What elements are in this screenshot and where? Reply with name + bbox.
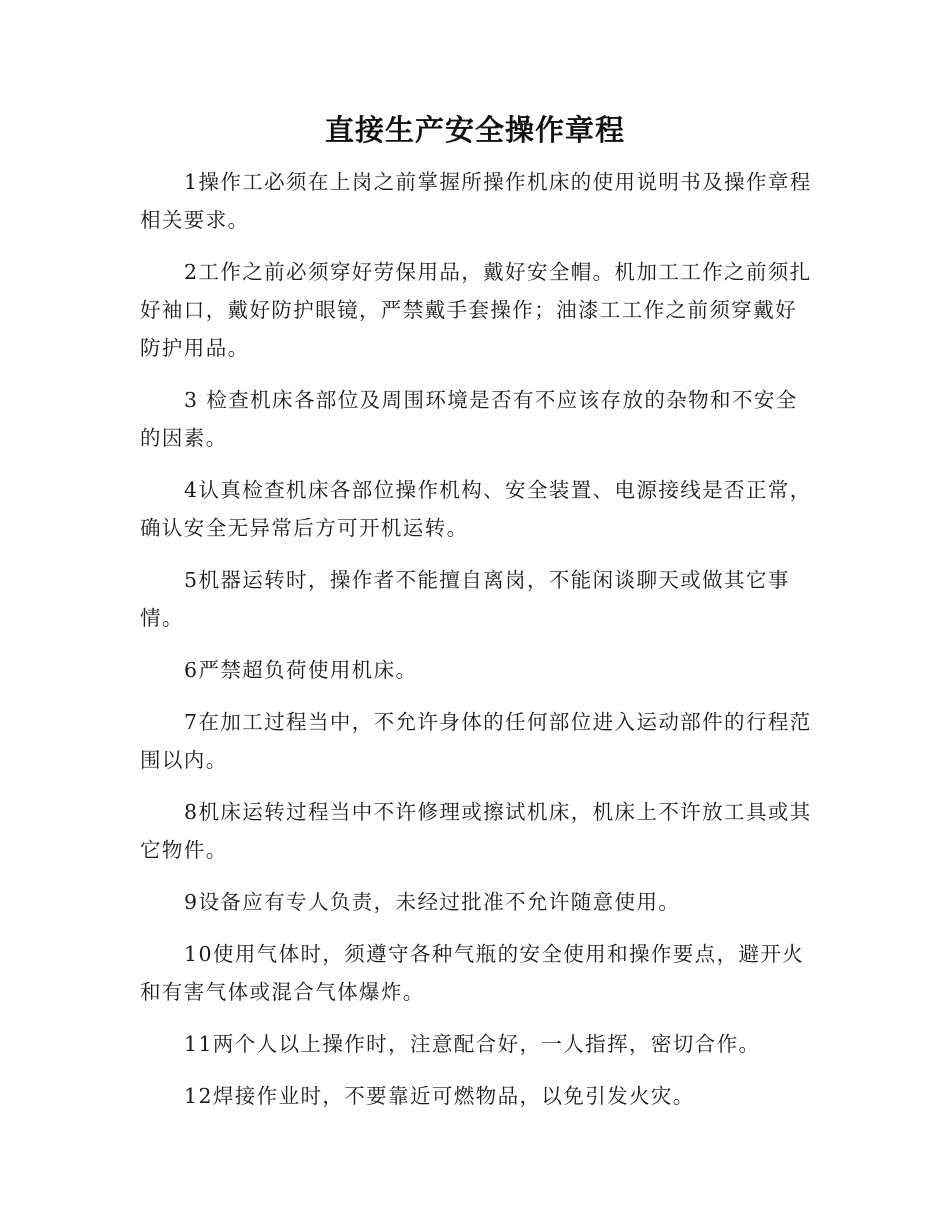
paragraph-12: 12焊接作业时，不要靠近可燃物品，以免引发火灾。 [184,1084,695,1108]
paragraph-6: 6严禁超负荷使用机床。 [184,658,418,682]
paragraph-10: 10使用气体时，须遵守各种气瓶的安全使用和操作要点，避开火和有害气体或混合气体爆炸。 [140,942,805,1004]
document-body [140,163,812,1129]
paragraph-4: 4认真检查机床各部位操作机构、安全装置、电源接线是否正常，确认安全无异常后方可开机运转。 [140,478,812,540]
paragraph-11: 11两个人以上操作时，注意配合好，一人指挥，密切合作。 [184,1032,761,1056]
paragraph-8: 8机床运转过程当中不许修理或擦试机床，机床上不许放工具或其它物件。 [140,800,812,862]
paragraph-3: 3 检查机床各部位及周围环境是否有不应该存放的杂物和不安全的因素。 [140,388,798,450]
paragraph-1: 1操作工必须在上岗之前掌握所操作机床的使用说明书及操作章程相关要求。 [140,170,812,232]
document-title: 直接生产安全操作章程 [324,113,625,147]
paragraph-9: 9设备应有专人负责，未经过批准不允许随意使用。 [184,890,681,914]
paragraph-5: 5机器运转时，操作者不能擅自离岗，不能闲谈聊天或做其它事情。 [140,568,790,630]
paragraph-2: 2工作之前必须穿好劳保用品，戴好安全帽。机加工工作之前须扎好袖口，戴好防护眼镜，严禁戴手套操作；油漆工工作之前须穿戴好防护用品。 [140,260,812,360]
paragraph-7: 7在加工过程当中，不允许身体的任何部位进入运动部件的行程范围以内。 [140,710,812,772]
